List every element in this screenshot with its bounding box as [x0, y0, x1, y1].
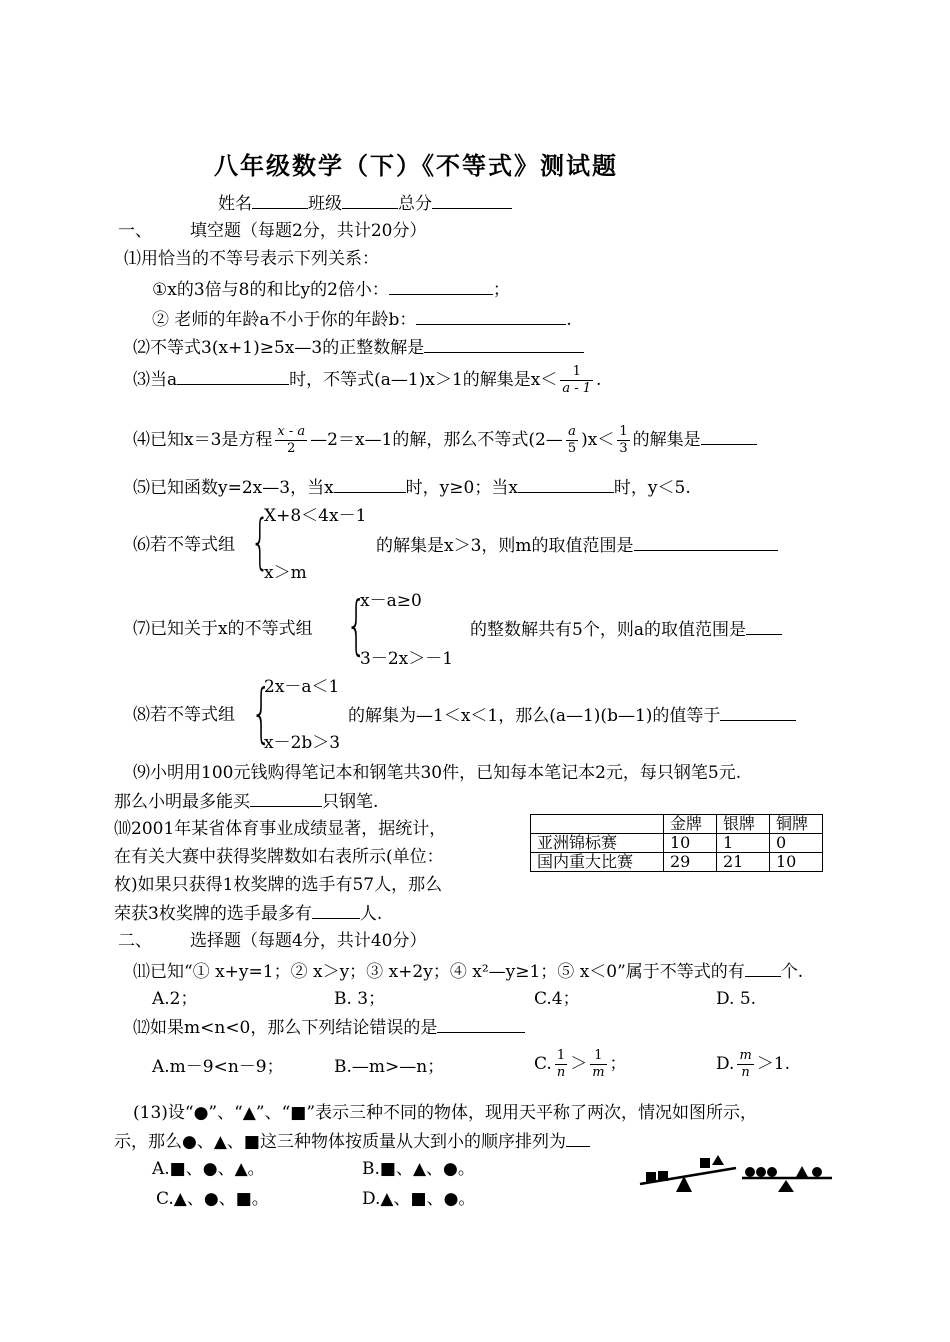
q4-blank[interactable]	[701, 428, 757, 445]
q2-text: ⑵不等式3(x+1)≥5x—3的正整数解是	[133, 338, 425, 358]
q8-tail	[348, 704, 796, 727]
q12-option-a[interactable]: A.m－9<n－9；	[152, 1057, 284, 1077]
q4-fraction-3	[617, 424, 629, 457]
table-header-row	[531, 815, 823, 834]
circle-icon	[756, 1167, 766, 1177]
q10-line1: ⑽2001年某省体育事业成绩显著，据统计，	[114, 819, 447, 839]
q1-lead: ⑴用恰当的不等号表示下列关系：	[124, 249, 379, 269]
q12-text: ⑿如果m<n<0，那么下列结论错误的是	[133, 1018, 438, 1038]
q4-fraction-1	[275, 424, 307, 457]
q1-a-text: ①x的3倍与8的和比y的2倍小：	[152, 280, 389, 300]
table-header-cell	[531, 815, 664, 834]
q12-d-frac	[737, 1048, 753, 1081]
q9-line2	[114, 790, 378, 813]
q12-option-b[interactable]: B.—m>—n；	[334, 1057, 445, 1077]
q7-blank[interactable]	[746, 618, 782, 635]
q13-option-c[interactable]: C.▲、●、■。	[156, 1189, 269, 1209]
q12-d-n: m	[739, 1048, 752, 1063]
header-fields	[218, 192, 512, 215]
table-cell: 亚洲锦标赛	[531, 834, 664, 853]
q13-line1: (13)设“●”、“▲”、“■”表示三种不同的物体，现用天平称了两次，情况如图所示，	[133, 1103, 758, 1123]
q4-f3-den: 3	[619, 441, 628, 456]
balance-scale-2	[742, 1166, 832, 1192]
score-blank[interactable]	[432, 192, 512, 209]
q9-line2-pre: 那么小明最多能买	[114, 792, 250, 812]
q9-blank[interactable]	[250, 790, 322, 807]
scale-fulcrum-icon	[778, 1180, 794, 1192]
q8-top: 2x－a＜1	[264, 677, 340, 697]
q7-top: x－a≥0	[360, 591, 422, 611]
q4-f2-den: 5	[567, 441, 577, 456]
q3-pre: ⑶当a	[133, 370, 178, 390]
q3-blank[interactable]	[177, 368, 289, 385]
q5-mid: 时，y≥0；当x	[405, 478, 518, 498]
q1-a-tail: ；	[492, 280, 510, 300]
class-blank[interactable]	[342, 192, 398, 209]
square-icon	[646, 1172, 656, 1182]
q5-pre: ⑸已知函数y=2x—3，当x	[133, 478, 334, 498]
circle-icon	[745, 1167, 755, 1177]
q13-option-a[interactable]: A.■、●、▲。	[152, 1159, 265, 1179]
q12-c-gt: ＞	[570, 1054, 588, 1074]
q13-blank[interactable]	[566, 1130, 590, 1147]
q6-bottom: x＞m	[264, 563, 307, 583]
q12-c-d2: m	[592, 1065, 605, 1080]
page-title: 八年级数学（下）《不等式》测试题	[214, 152, 618, 180]
q3-frac-den: a - 1	[562, 381, 592, 396]
circle-icon	[767, 1167, 777, 1177]
q12	[133, 1016, 525, 1039]
q2	[133, 336, 584, 359]
q4-fraction-2	[566, 424, 578, 457]
q13-line2-text: 示，那么●、▲、■这三种物体按质量从大到小的顺序排列为	[114, 1132, 566, 1152]
q7-pre: ⑺已知关于x的不等式组	[133, 619, 313, 639]
balance-scale-1	[640, 1155, 736, 1192]
q6-tail-text: 的解集是x＞3，则m的取值范围是	[376, 536, 634, 556]
q10-blank[interactable]	[312, 902, 360, 919]
q7-tail	[470, 618, 782, 641]
section2-title: 选择题（每题4分，共计40分）	[190, 931, 427, 951]
table-cell: 国内重大比赛	[531, 853, 664, 872]
q12-c-n2: 1	[594, 1048, 603, 1063]
table-header-cell: 金牌	[664, 815, 717, 834]
q6-brace: {	[250, 507, 270, 577]
q4-f1-num: x - a	[277, 424, 306, 439]
q11-option-b[interactable]: B. 3；	[334, 989, 386, 1009]
square-icon	[700, 1158, 710, 1168]
q8-tail-text: 的解集为—1＜x＜1，那么(a—1)(b—1)的值等于	[348, 706, 721, 726]
triangle-icon	[712, 1155, 724, 1165]
q10-line4-pre: 荣获3枚奖牌的选手最多有	[114, 904, 312, 924]
q10-line4	[114, 902, 382, 925]
q10-line2: 在有关大赛中获得奖牌数如右表所示(单位：	[114, 847, 444, 867]
triangle-icon	[796, 1166, 808, 1177]
medal-table	[530, 814, 823, 872]
q4-f1-den: 2	[275, 440, 307, 457]
table-cell: 21	[717, 853, 770, 872]
balance-scale-figure	[630, 1150, 840, 1200]
q12-c-tail: ；	[609, 1054, 627, 1074]
q4-pre: ⑷已知x＝3是方程	[133, 430, 273, 450]
score-label: 总分	[398, 194, 432, 214]
q8-pre: ⑻若不等式组	[133, 705, 235, 725]
q5-blank-1[interactable]	[334, 476, 406, 493]
table-row	[531, 834, 823, 853]
q9-line1: ⑼小明用100元钱购得笔记本和钢笔共30件，已知每本笔记本2元，每只钢笔5元.	[133, 763, 742, 783]
q12-c-pre: C.	[534, 1054, 552, 1074]
q10-line3: 枚)如果只获得1枚奖牌的选手有57人，那么	[114, 875, 443, 895]
table-cell: 10	[770, 853, 823, 872]
q5	[133, 476, 691, 499]
q4-mid2: )x＜	[581, 430, 615, 450]
q1-a-blank[interactable]	[389, 278, 493, 295]
square-icon	[658, 1171, 668, 1181]
name-label: 姓名	[218, 194, 252, 214]
q12-option-d[interactable]	[716, 1048, 790, 1081]
q12-c-d1: n	[556, 1065, 566, 1080]
q7-brace: {	[346, 589, 367, 663]
q11-option-d[interactable]: D. 5.	[716, 989, 757, 1009]
q11-tail: 个.	[780, 962, 804, 982]
q3-mid: 时，不等式(a—1)x＞1的解集是x＜	[289, 370, 558, 390]
q13-line2	[114, 1130, 590, 1153]
q6-tail	[376, 534, 778, 557]
q13-option-d[interactable]: D.▲、■、●。	[362, 1189, 476, 1209]
q3	[133, 364, 601, 397]
table-cell: 10	[664, 834, 717, 853]
q8-bottom: x－2b＞3	[264, 733, 341, 753]
q12-c-n1: 1	[556, 1048, 566, 1063]
section1-title: 填空题（每题2分，共计20分）	[190, 221, 427, 241]
table-cell: 1	[717, 834, 770, 853]
q12-d-pre: D.	[716, 1054, 735, 1074]
q7-bottom: 3－2x＞－1	[360, 649, 454, 669]
q1-b-tail: .	[566, 310, 572, 330]
q5-blank-2[interactable]	[518, 476, 614, 493]
q12-d-tail: ＞1.	[756, 1054, 790, 1074]
q3-frac-num: 1	[572, 364, 581, 379]
table-header-cell: 银牌	[717, 815, 770, 834]
q8-brace: {	[251, 677, 272, 751]
q11-blank[interactable]	[745, 960, 781, 977]
q3-tail: .	[596, 370, 602, 390]
q11	[133, 960, 803, 983]
q1-b	[152, 308, 572, 331]
q5-tail: 时，y＜5.	[613, 478, 691, 498]
q4-tail: 的解集是	[632, 430, 701, 450]
class-label: 班级	[308, 194, 342, 214]
section1-num: 一、	[118, 221, 152, 241]
table-row	[531, 853, 823, 872]
q6-pre: ⑹若不等式组	[133, 535, 235, 555]
q11-option-c[interactable]: C.4；	[534, 989, 580, 1009]
q7-tail-text: 的整数解共有5个，则a的取值范围是	[470, 620, 746, 640]
q9-line2-tail: 只钢笔.	[322, 792, 379, 812]
section2-num: 二、	[118, 931, 152, 951]
table-header-cell: 铜牌	[770, 815, 823, 834]
q1-b-text: ② 老师的年龄a不小于你的年龄b：	[152, 310, 417, 330]
table-cell: 0	[770, 834, 823, 853]
table-cell: 29	[664, 853, 717, 872]
circle-icon	[812, 1167, 822, 1177]
q6-top: X+8＜4x－1	[264, 506, 367, 526]
q4	[133, 424, 757, 457]
q4-f3-num: 1	[619, 424, 628, 439]
q1-b-blank[interactable]	[416, 308, 566, 325]
q8-blank[interactable]	[720, 704, 796, 721]
q2-blank[interactable]	[424, 336, 584, 353]
q12-c-frac2	[590, 1048, 606, 1081]
q12-d-d: n	[737, 1064, 753, 1081]
q6-blank[interactable]	[634, 534, 778, 551]
q13-option-b[interactable]: B.■、▲、●。	[362, 1159, 475, 1179]
name-blank[interactable]	[252, 192, 308, 209]
q11-text: ⑾已知“① x+y=1；② x＞y；③ x+2y；④ x²—y≥1；⑤ x＜0”属于不等式的有	[133, 962, 745, 982]
q1-a	[152, 278, 510, 301]
q4-mid: —2＝x—1的解，那么不等式(2—	[310, 430, 563, 450]
q10-line4-tail: 人.	[359, 904, 383, 924]
q3-fraction	[560, 364, 593, 397]
q12-option-c[interactable]	[534, 1048, 627, 1081]
q11-option-a[interactable]: A.2；	[152, 989, 198, 1009]
q4-f2-num: a	[568, 424, 576, 439]
q12-c-frac1	[555, 1048, 567, 1081]
q12-blank[interactable]	[437, 1016, 525, 1033]
